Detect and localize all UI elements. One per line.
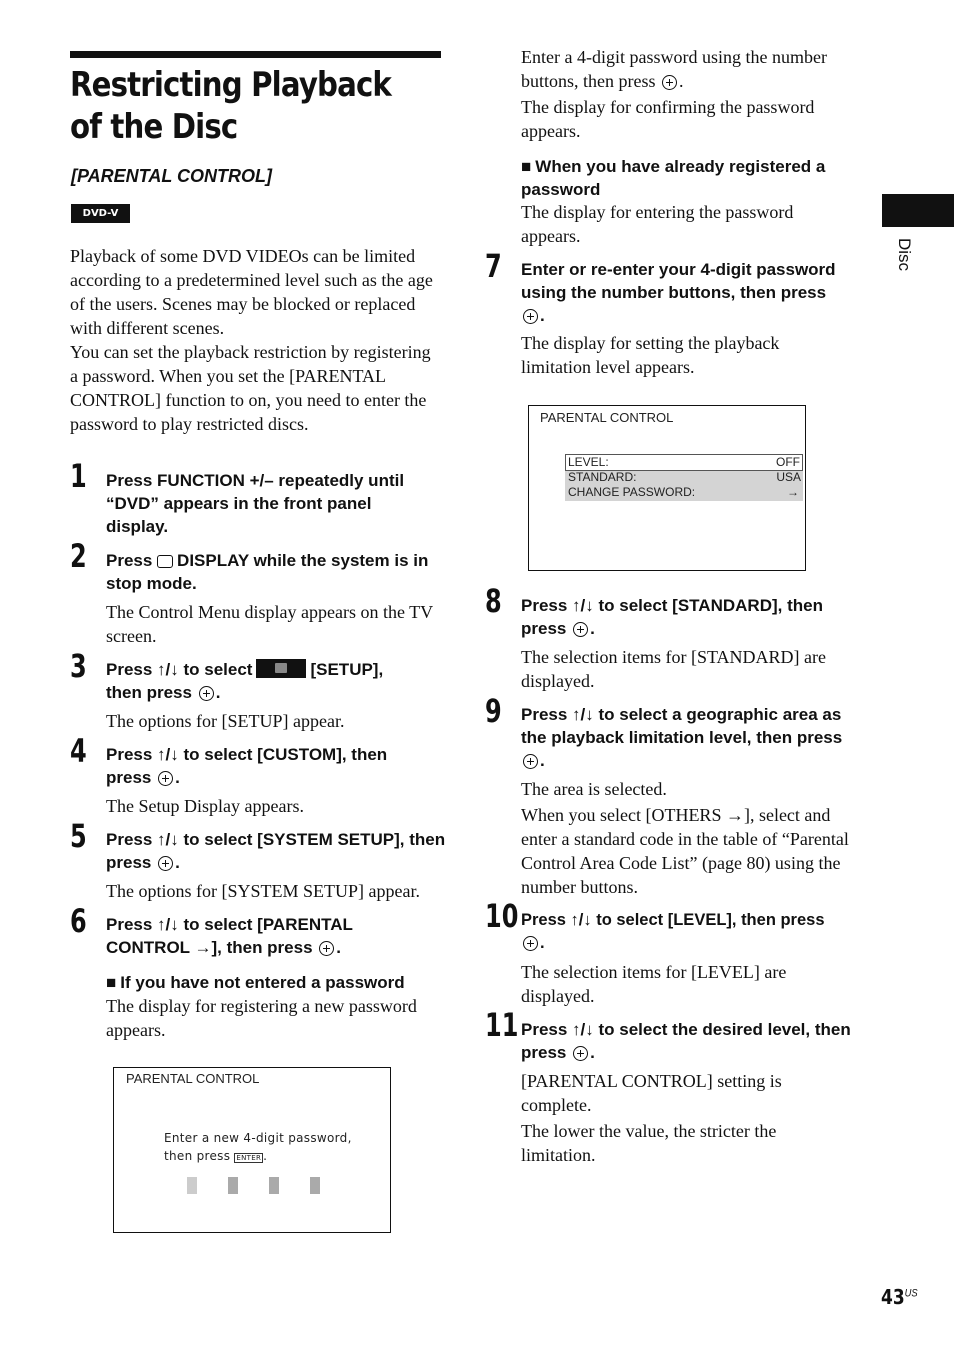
step-9-instruction: Press ↑/↓ to select a geographic area as the playback limitation level, then press .	[521, 705, 843, 770]
body-text: Enter a 4-digit password using the number buttons, then press	[521, 47, 827, 91]
step-number: 5	[70, 817, 87, 855]
enter-plus-icon	[319, 941, 334, 956]
step-6-instruction: Press ↑/↓ to select [PARENTAL CONTROL →], then press .	[106, 915, 353, 957]
step-3-result: The options for [SETUP] appear.	[106, 711, 345, 731]
step-6-confirm: The display for confirming the password appears.	[521, 97, 815, 141]
step-number: 10	[485, 897, 519, 935]
settings-row[interactable]	[565, 485, 803, 500]
step-9-result: The area is selected.	[521, 779, 667, 799]
step-text: Press ↑/↓ to select [LEVEL], then press	[521, 911, 825, 929]
password-digit-slot	[228, 1177, 238, 1194]
title-rule	[70, 51, 441, 58]
page-number-suffix: US	[904, 1287, 918, 1300]
step-6-enter-display: The display for entering the password appears.	[521, 202, 794, 246]
standard-value: USA	[776, 470, 801, 484]
screen-title: PARENTAL CONTROL	[540, 410, 674, 425]
step-5-instruction: Press ↑/↓ to select [SYSTEM SETUP], then press .	[106, 830, 446, 872]
enter-plus-icon	[158, 771, 173, 786]
step-text: Press ↑/↓ to select [STANDARD], then press	[521, 596, 823, 638]
change-password-label: CHANGE PASSWORD:	[568, 485, 696, 499]
page-subtitle: [PARENTAL CONTROL]	[71, 166, 272, 186]
enter-plus-icon	[662, 75, 677, 90]
standard-label: STANDARD:	[568, 470, 637, 484]
step-4-result: The Setup Display appears.	[106, 796, 304, 816]
level-label: LEVEL:	[568, 455, 609, 469]
step-text: Press ↑/↓ to select [CUSTOM], then press	[106, 745, 388, 787]
step-7-result: The display for setting the playback limitation level appears.	[521, 333, 780, 377]
section-tab-label: Disc	[895, 238, 914, 272]
enter-plus-icon	[523, 309, 538, 324]
password-digit-slot	[269, 1177, 279, 1194]
step-1-instruction: Press FUNCTION +/– repeatedly until “DVD” appears in the front panel display.	[106, 471, 405, 536]
step-8-result: The selection items for [STANDARD] are displayed.	[521, 647, 826, 691]
step-text: Press ↑/↓ to select a geographic area as the playback limitation level, then press	[521, 705, 843, 747]
step-7-instruction: Enter or re-enter your 4-digit password using the number buttons, then press .	[521, 260, 836, 325]
screen-title: PARENTAL CONTROL	[126, 1071, 260, 1086]
screen-prompt-line-1: Enter a new 4-digit password,	[164, 1131, 352, 1145]
enter-plus-icon	[523, 936, 538, 951]
step-10-result: The selection items for [LEVEL] are displayed.	[521, 962, 787, 1006]
step-text: Press ↑/↓ to select	[106, 660, 253, 679]
password-digit-slot	[310, 1177, 320, 1194]
enter-plus-icon	[158, 856, 173, 871]
step-text: Press ↑/↓ to select [SYSTEM SETUP], then press	[106, 830, 446, 872]
step-11-result: [PARENTAL CONTROL] setting is complete.	[521, 1071, 782, 1115]
dvd-v-badge: DVD-V	[71, 204, 130, 223]
step-text: [SETUP],	[310, 660, 384, 679]
step-text: then press	[106, 683, 197, 702]
settings-row[interactable]	[565, 470, 803, 485]
step-number: 2	[70, 537, 87, 575]
parental-control-screen	[528, 405, 806, 571]
intro-paragraph-2: You can set the playback restriction by registering a password. When you set the [PARENTAL CONTROL] function to on, you need to enter the password to play restricted discs.	[70, 342, 431, 434]
page-number-value: 43	[881, 1285, 905, 1309]
step-number: 6	[70, 902, 87, 940]
intro-paragraph-1: Playback of some DVD VIDEOs can be limited according to a predetermined level such as the age of the users. Scenes may be blocked or replaced with different scenes.	[70, 246, 433, 338]
step-6-result: The display for registering a new password appears.	[106, 996, 417, 1040]
step-2-result: The Control Menu display appears on the TV screen.	[106, 602, 433, 646]
enter-plus-icon	[573, 1046, 588, 1061]
step-number: 11	[485, 1006, 519, 1044]
settings-list	[565, 454, 803, 501]
step-6-password-entry: Enter a 4-digit password using the number buttons, then press .	[521, 47, 827, 91]
setup-toolbox-icon	[256, 659, 306, 678]
arrow-right-icon: →	[787, 485, 799, 499]
step-text: Press ↑/↓ to select [PARENTAL CONTROL →], then press	[106, 915, 353, 957]
section-tab	[882, 194, 954, 227]
prompt-text: .	[263, 1149, 268, 1163]
step-11-note: The lower the value, the stricter the limitation.	[521, 1121, 777, 1165]
step-number: 4	[70, 732, 87, 770]
enter-plus-icon	[523, 754, 538, 769]
enter-plus-icon	[199, 686, 214, 701]
step-number: 3	[70, 647, 87, 685]
step-text: Press	[106, 551, 158, 570]
enter-key-icon: ENTER	[236, 1154, 262, 1162]
level-value: OFF	[776, 455, 800, 469]
step-number: 8	[485, 582, 502, 620]
step-3-instruction: Press ↑/↓ to select [SETUP], then press .	[106, 660, 384, 702]
step-text: Press ↑/↓ to select the desired level, then press	[521, 1020, 851, 1062]
settings-row-highlighted[interactable]	[565, 454, 803, 471]
screen-prompt-line-2	[164, 1149, 267, 1163]
step-6-subheading-2: ■ When you have already registered a password	[521, 155, 861, 201]
step-10-instruction: Press ↑/↓ to select [LEVEL], then press .	[521, 911, 825, 952]
step-number: 1	[70, 457, 87, 495]
page-title: Restricting Playback of the Disc	[70, 65, 392, 147]
step-4-instruction: Press ↑/↓ to select [CUSTOM], then press .	[106, 745, 388, 787]
step-2-instruction	[106, 549, 444, 595]
step-6-subheading: ■ If you have not entered a password	[106, 971, 405, 994]
enter-plus-icon	[573, 622, 588, 637]
prompt-text: then press	[164, 1149, 235, 1163]
step-11-instruction: Press ↑/↓ to select the desired level, then press .	[521, 1020, 851, 1062]
step-number: 9	[485, 692, 502, 730]
page-number	[881, 1285, 918, 1309]
step-5-result: The options for [SYSTEM SETUP] appear.	[106, 881, 420, 901]
password-screen	[113, 1067, 391, 1233]
step-8-instruction: Press ↑/↓ to select [STANDARD], then press .	[521, 596, 823, 638]
password-digit-slot	[187, 1177, 197, 1194]
step-text: Enter or re-enter your 4-digit password using the number buttons, then press	[521, 260, 836, 302]
step-number: 7	[485, 247, 502, 285]
step-text: DISPLAY while the system is in stop mode.	[106, 551, 429, 593]
step-9-others-note: When you select [OTHERS →], select and enter a standard code in the table of “Parental Control Area Code List” (page 80) using the number buttons.	[521, 805, 849, 897]
display-button-icon	[157, 555, 173, 568]
